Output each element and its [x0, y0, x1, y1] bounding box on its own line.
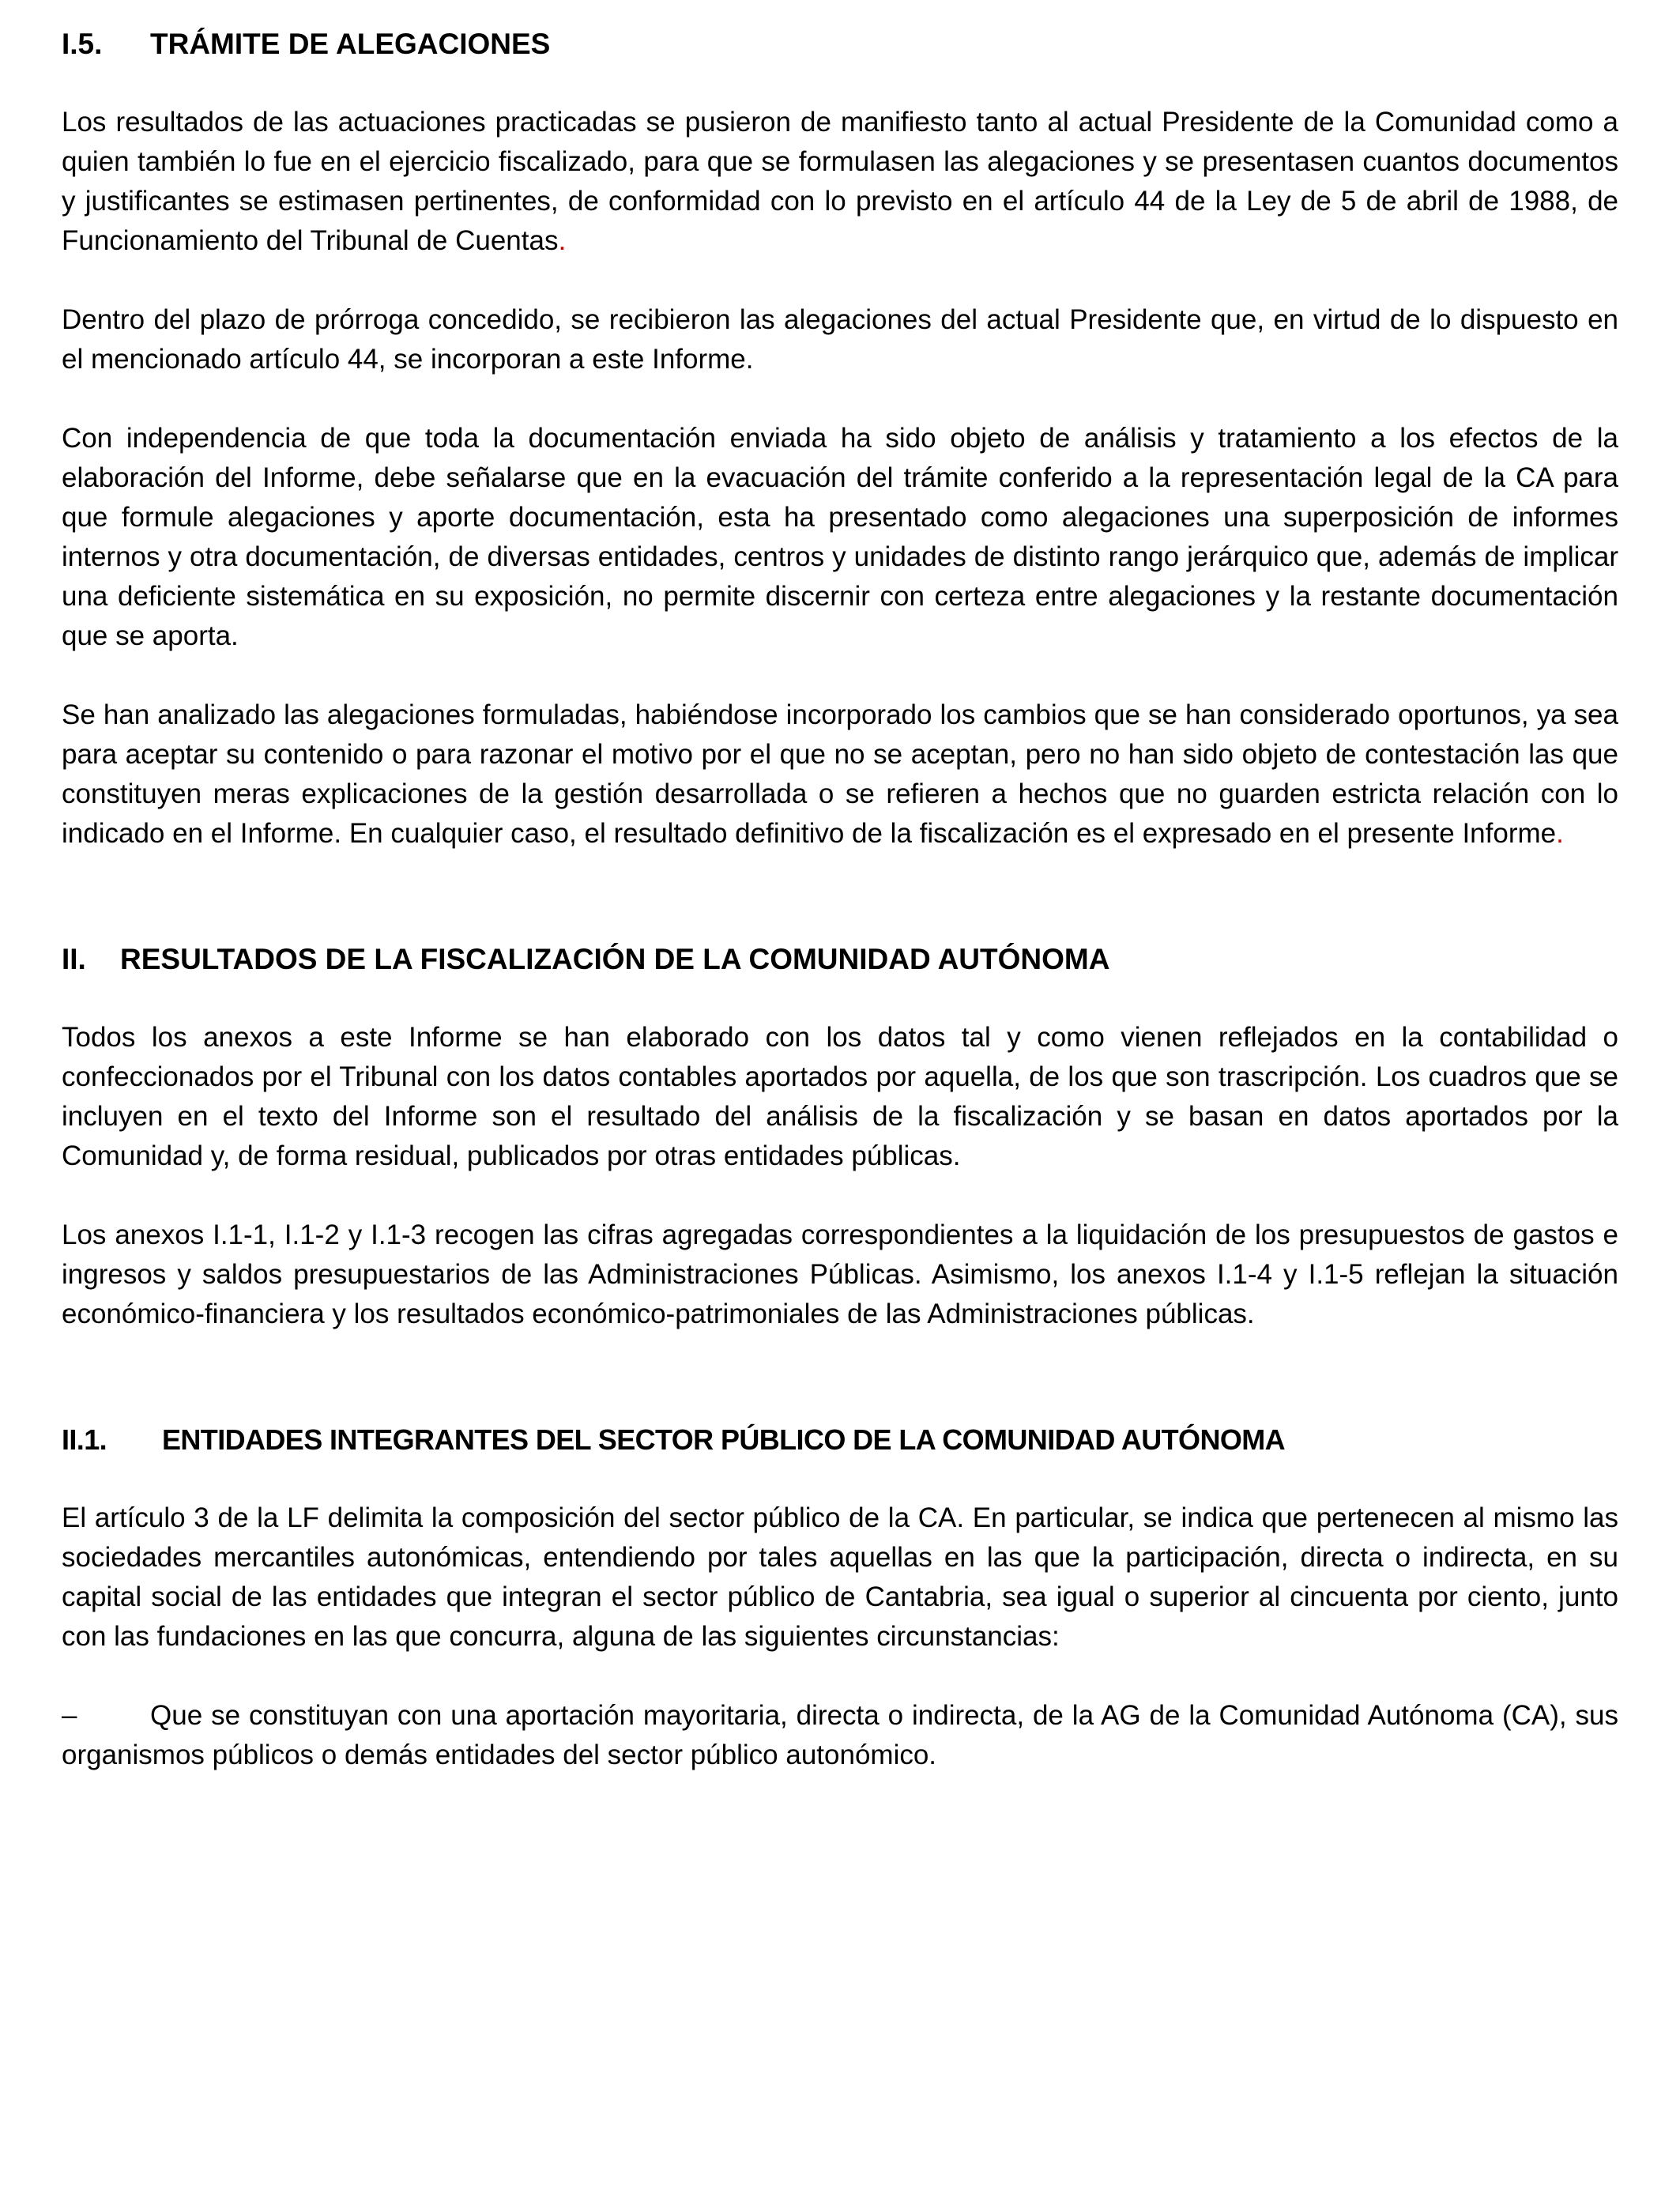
heading-title: TRÁMITE DE ALEGACIONES	[150, 28, 551, 60]
paragraph	[62, 300, 1618, 379]
list-item	[62, 1696, 1618, 1775]
red-period-mark: .	[558, 225, 567, 256]
paragraph	[62, 696, 1618, 854]
heading-title: ENTIDADES INTEGRANTES DEL SECTOR PÚBLICO DE LA COMUNIDAD AUTÓNOMA	[162, 1423, 1286, 1456]
list-item-text: Que se constituyan con una aportación mayoritaria, directa o indirecta, de la AG de la Comunidad Autónoma (CA), sus organismos públicos o demás entidades del sector público autonómico.	[62, 1700, 1618, 1770]
heading-number: I.5.	[62, 28, 103, 60]
paragraph-text: Todos los anexos a este Informe se han elaborado con los datos tal y como vienen reflejados en la contabilidad o confeccionados por el Tribunal con los datos contables aportados por aquella, de los que son trascripción. Los cuadros que se incluyen en el texto del Informe son el resultado del análisis de la fiscalización y se basan en datos aportados por la Comunidad y, de forma residual, publicados por otras entidades públicas.	[62, 1022, 1618, 1171]
paragraph	[62, 103, 1618, 261]
paragraph	[62, 1216, 1618, 1334]
paragraph-text: Con independencia de que toda la documentación enviada ha sido objeto de análisis y tratamiento a los efectos de la elaboración del Informe, debe señalarse que en la evacuación del trámite conferido a la representación legal de la CA para que formule alegaciones y aporte documentación, esta ha presentado como alegaciones una superposición de informes internos y otra documentación, de diversas entidades, centros y unidades de distinto rango jerárquico que, además de implicar una deficiente sistemática en su exposición, no permite discernir con certeza entre alegaciones y la restante documentación que se aporta.	[62, 423, 1618, 651]
red-period-mark: .	[1556, 818, 1564, 849]
heading-title: RESULTADOS DE LA FISCALIZACIÓN DE LA COMUNIDAD AUTÓNOMA	[120, 943, 1110, 975]
paragraph-text: Se han analizado las alegaciones formuladas, habiéndose incorporado los cambios que se han considerado oportunos, ya sea para aceptar su contenido o para razonar el motivo por el que no se aceptan, pero no han sido objeto de contestación las que constituyen meras explicaciones de la gestión desarrollada o se refieren a hechos que no guarden estricta relación con lo indicado en el Informe. En cualquier caso, el resultado definitivo de la fiscalización es el expresado en el presente Informe	[62, 699, 1618, 849]
paragraph	[62, 419, 1618, 656]
paragraph	[62, 1018, 1618, 1176]
paragraph-text: El artículo 3 de la LF delimita la composición del sector público de la CA. En particular, se indica que pertenecen al mismo las sociedades mercantiles autonómicas, entendiendo por tales aquellas en las que la participación, directa o indirecta, en su capital social de las entidades que integran el sector público de Cantabria, sea igual o superior al cincuenta por ciento, junto con las fundaciones en las que concurra, alguna de las siguientes circunstancias:	[62, 1502, 1618, 1652]
heading-number: II.	[62, 943, 86, 975]
section-heading-i5	[62, 27, 1618, 62]
paragraph-text: Los resultados de las actuaciones practicadas se pusieron de manifiesto tanto al actual Presidente de la Comunidad como a quien también lo fue en el ejercicio fiscalizado, para que se formulasen las alegaciones y se presentasen cuantos documentos y justificantes se estimasen pertinentes, de conformidad con lo previsto en el artículo 44 de la Ley de 5 de abril de 1988, de Funcionamiento del Tribunal de Cuentas	[62, 107, 1618, 256]
paragraph-text: Los anexos I.1-1, I.1-2 y I.1-3 recogen las cifras agregadas correspondientes a la liquidación de los presupuestos de gastos e ingresos y saldos presupuestarios de las Administraciones Públicas. Asimismo, los anexos I.1-4 y I.1-5 reflejan la situación económico-financiera y los resultados económico-patrimoniales de las Administraciones públicas.	[62, 1220, 1618, 1329]
section-heading-ii	[62, 942, 1618, 977]
paragraph	[62, 1498, 1618, 1657]
heading-number: II.1.	[62, 1423, 107, 1456]
section-heading-ii1	[62, 1423, 1618, 1457]
paragraph-text: Dentro del plazo de prórroga concedido, se recibieron las alegaciones del actual Presidente que, en virtud de lo dispuesto en el mencionado artículo 44, se incorporan a este Informe.	[62, 304, 1618, 375]
list-dash-marker: –	[62, 1700, 77, 1731]
